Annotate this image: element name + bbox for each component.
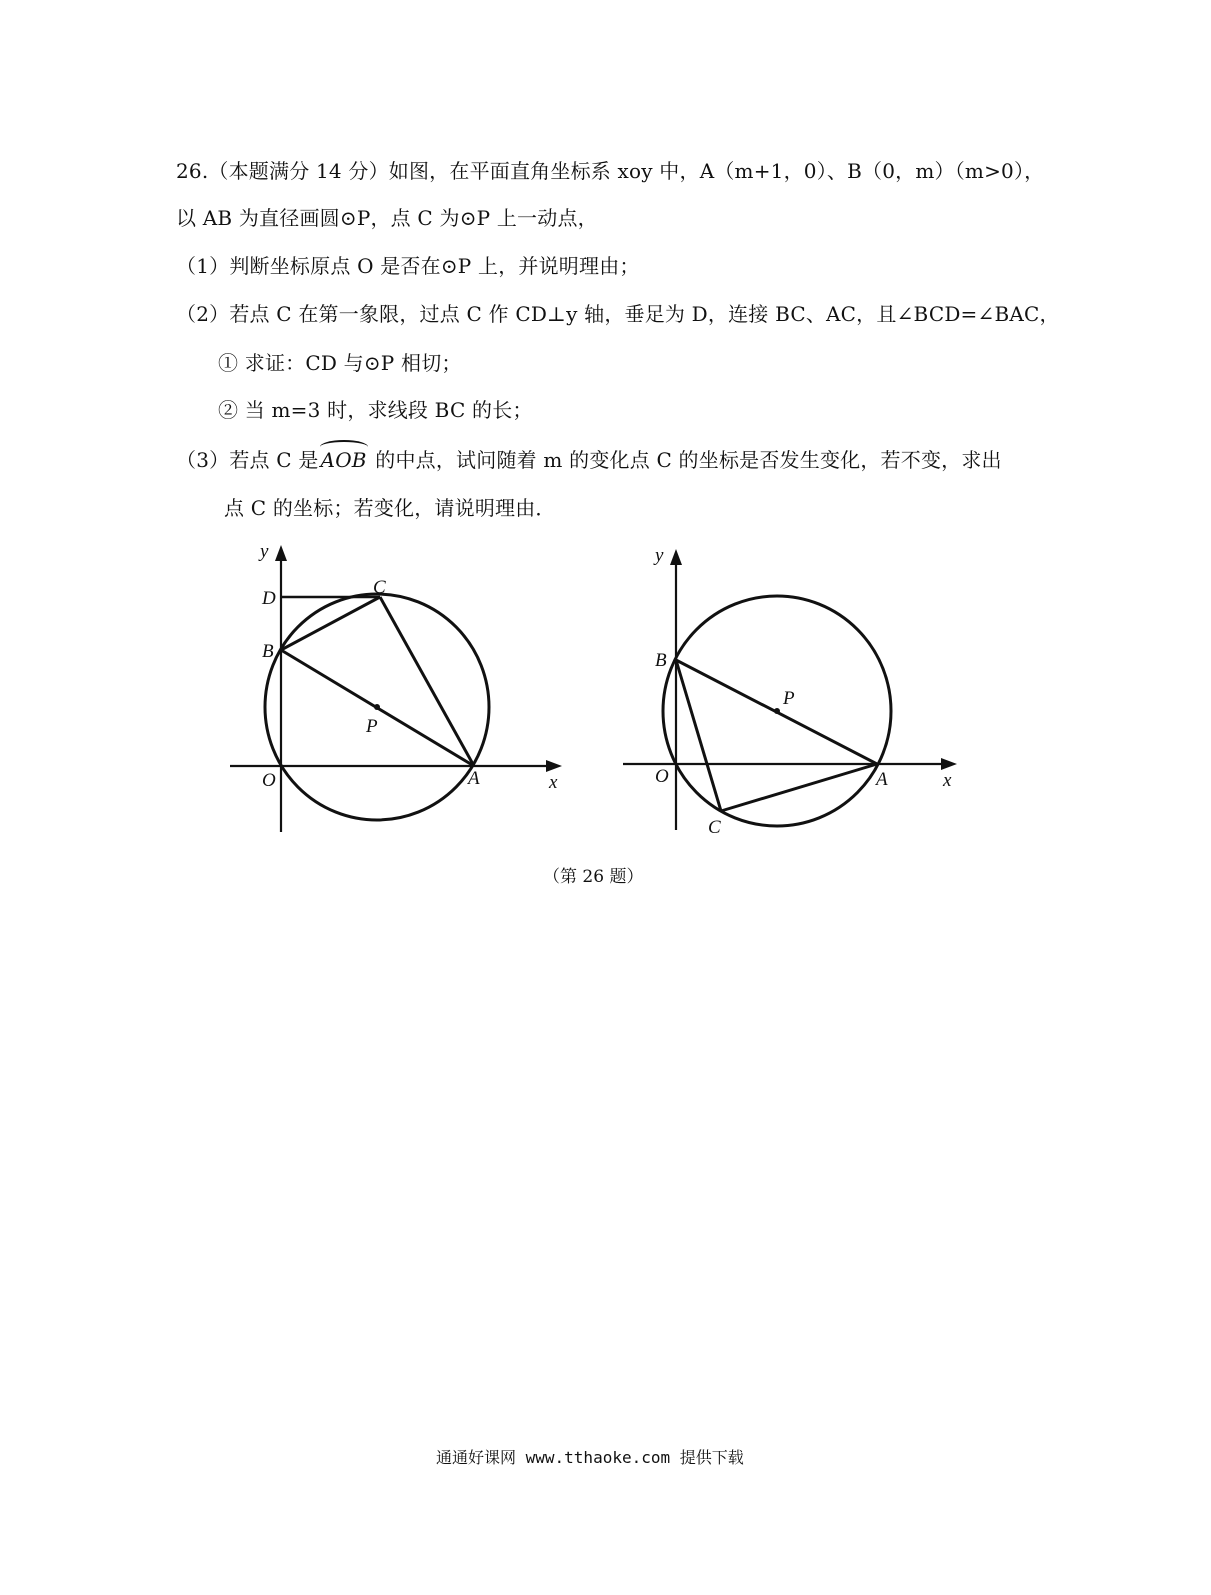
part-1: （1）判断坐标原点 O 是否在⊙P 上，并说明理由；: [176, 254, 640, 278]
x-axis-arrow: [941, 758, 957, 770]
label-y: y: [260, 541, 269, 562]
segment-ca: [721, 764, 877, 811]
part-3: [176, 446, 1002, 474]
part-3-suffix: 的中点，试问随着 m 的变化点 C 的坐标是否发生变化，若不变，求出: [368, 448, 1002, 472]
label-d: D: [262, 588, 276, 609]
problem-line-2: 以 AB 为直径画圆⊙P，点 C 为⊙P 上一动点，: [176, 206, 598, 230]
label-c: C: [373, 577, 386, 598]
label-b: B: [262, 641, 274, 662]
label-y: y: [655, 545, 664, 566]
part-3-line-2: 点 C 的坐标；若变化，请说明理由．: [224, 496, 556, 520]
y-axis-arrow: [670, 549, 682, 565]
footer-credit: 通通好课网 www.tthaoke.com 提供下载: [436, 1448, 744, 1467]
x-axis-arrow: [546, 760, 562, 772]
figure-1: [220, 535, 580, 845]
label-b: B: [655, 650, 667, 671]
label-o: O: [655, 766, 669, 787]
label-p: P: [783, 688, 795, 709]
center-p: [374, 704, 380, 710]
label-a: A: [876, 769, 888, 790]
arc-aob: AOB: [320, 448, 367, 472]
label-x: x: [549, 772, 558, 793]
segment-bc: [676, 660, 721, 811]
figure-caption: （第 26 题）: [543, 867, 644, 887]
label-x: x: [943, 770, 952, 791]
figure-2: [615, 535, 975, 845]
problem-line-1: 26.（本题满分 14 分）如图，在平面直角坐标系 xoy 中，A（m+1，0）、B（0，m）（m>0），: [176, 159, 1045, 183]
segment-ca: [380, 597, 474, 766]
label-c: C: [708, 817, 721, 838]
label-o: O: [262, 770, 276, 791]
center-p: [774, 708, 780, 714]
label-p: P: [366, 716, 378, 737]
part-2: （2）若点 C 在第一象限，过点 C 作 CD⊥y 轴，垂足为 D，连接 BC、AC，且∠BCD=∠BAC，: [176, 302, 1060, 326]
part-3-prefix: （3）若点 C 是: [176, 448, 319, 472]
part-2-sub-1: ① 求证：CD 与⊙P 相切；: [218, 351, 462, 375]
part-2-sub-2: ② 当 m=3 时，求线段 BC 的长；: [218, 398, 533, 422]
y-axis-arrow: [275, 545, 287, 561]
label-a: A: [468, 768, 480, 789]
